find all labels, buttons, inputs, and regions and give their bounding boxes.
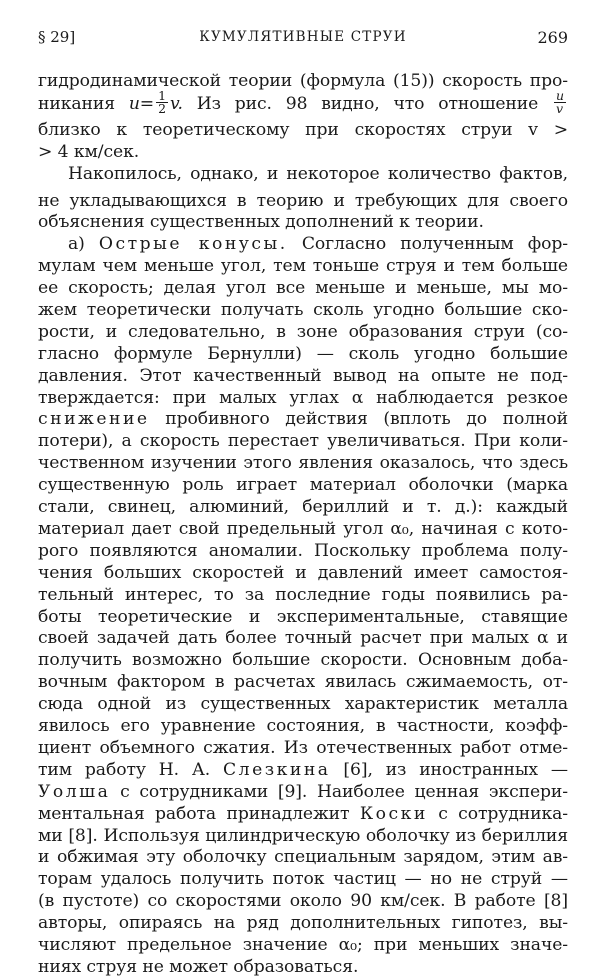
text-line-36: и обжимая эту оболочку специальным зарядом, этим ав- bbox=[38, 847, 568, 867]
text-line-27: получить возможно большие скорости. Основным доба- bbox=[38, 650, 568, 670]
text-line-25: боты теоретические и экспериментальные, ставящие bbox=[38, 607, 568, 627]
line-text: с сотрудниками [9]. Наиболее ценная экспери- bbox=[120, 782, 568, 802]
text-line-22: рого появляются аномалии. Поскольку проблема полу- bbox=[38, 541, 568, 561]
item-marker: а) bbox=[68, 234, 85, 254]
fraction-numerator: 1 bbox=[158, 88, 166, 103]
emphasis-word: снижение bbox=[38, 409, 150, 429]
line-text: тим работу Н. А. bbox=[38, 760, 211, 780]
running-title: КУМУЛЯТИВНЫЕ СТРУИ bbox=[199, 29, 407, 45]
text-line-10: ее скорость; делая угол все меньше и меньше, мы мо- bbox=[38, 278, 568, 298]
item-heading: Острые конусы. bbox=[98, 234, 288, 254]
page-number: 269 bbox=[537, 28, 568, 47]
section-number: § 29] bbox=[38, 28, 76, 46]
text-line-30: явилось его уравнение состояния, в частности, коэфф- bbox=[38, 716, 568, 736]
text-line-28: вочным фактором в расчетах явилась сжимаемость, от- bbox=[38, 672, 568, 692]
page-header bbox=[38, 28, 568, 52]
text-line-26: своей задачей дать более точный расчет при малых α и bbox=[38, 628, 568, 648]
text-line-24: тельный интерес, то за последние годы появились ра- bbox=[38, 585, 568, 605]
text-line-3: близко к теоретическому при скоростях струи v > bbox=[38, 120, 568, 140]
formula-rhs: v. bbox=[169, 94, 183, 114]
text-line-5: Накопилось, однако, и некоторое количество фактов, bbox=[68, 164, 568, 184]
fraction-u-over-v bbox=[554, 90, 566, 115]
formula-lhs: u bbox=[128, 94, 140, 114]
text-line-41: ниях струя не может образоваться. bbox=[38, 957, 359, 977]
formula-prefix: никания bbox=[38, 94, 115, 114]
text-line-20: стали, свинец, алюминий, бериллий и т. д.): каждый bbox=[38, 497, 568, 517]
text-line-9: мулам чем меньше угол, тем тоньше струя и тем больше bbox=[38, 256, 568, 276]
text-line-23: чения больших скоростей и давлений имеет самостоя- bbox=[38, 563, 568, 583]
text-line-2 bbox=[38, 88, 568, 117]
text-line-17: потери), а скорость перестает увеличиваться. При коли- bbox=[38, 431, 568, 451]
fraction-denominator: 2 bbox=[158, 101, 166, 116]
text-line-31: циент объемного сжатия. Из отечественных работ отме- bbox=[38, 738, 568, 758]
text-line-11: жем теоретически получать сколь угодно большие ско- bbox=[38, 300, 568, 320]
line-text: [6], из иностранных — bbox=[343, 760, 568, 780]
ratio-numerator: u bbox=[556, 88, 564, 103]
text-line-19: существенную роль играет материал оболочки (марка bbox=[38, 475, 568, 495]
text-line-7: объяснения существенных дополнений к теории. bbox=[38, 212, 484, 232]
ratio-denominator: v bbox=[556, 101, 564, 116]
text-line-18: чественном изучении этого явления оказалось, что здесь bbox=[38, 453, 568, 473]
text-line-37: торам удалось получить поток частиц — но не струй — bbox=[38, 869, 568, 889]
text-line-14: давления. Этот качественный вывод на опыте не под- bbox=[38, 366, 568, 386]
formula-middle-text: Из рис. 98 видно, что отношение bbox=[196, 94, 539, 114]
text-line-29: сюда одной из существенных характеристик металла bbox=[38, 694, 568, 714]
line-text: пробивного действия (вплоть до полной bbox=[165, 409, 568, 429]
text-line-38: (в пустоте) со скоростями около 90 км/сек. В работе [8] bbox=[38, 891, 568, 911]
text-line-33 bbox=[38, 781, 568, 803]
text-line-32 bbox=[38, 759, 568, 781]
formula-equals: = bbox=[139, 94, 155, 114]
text-line-15: тверждается: при малых углах α наблюдается резкое bbox=[38, 388, 568, 408]
text-line-6: не укладывающихся в теорию и требующих для своего bbox=[38, 191, 568, 211]
line-text: ментальная работа принадлежит bbox=[38, 804, 350, 824]
text-line-16 bbox=[38, 408, 568, 430]
line-text: с сотрудника- bbox=[438, 804, 568, 824]
text-line-40: числяют предельное значение α₀; при меньших значе- bbox=[38, 935, 568, 955]
text-line-35: ми [8]. Используя цилиндрическую оболочку из бериллия bbox=[38, 826, 568, 846]
text-line-13: гласно формуле Бернулли) — сколь угодно большие bbox=[38, 344, 568, 364]
fraction-one-half bbox=[156, 90, 168, 115]
author-name: Уолша bbox=[38, 782, 111, 802]
item-text: Согласно полученным фор- bbox=[301, 234, 568, 254]
text-line-21: материал дает свой предельный угол α₀, начиная с кото- bbox=[38, 519, 568, 539]
text-line-1: гидродинамической теории (формула (15)) скорость про- bbox=[38, 71, 568, 91]
text-line-39: авторы, опираясь на ряд дополнительных гипотез, вы- bbox=[38, 913, 568, 933]
text-line-4: > 4 км/сек. bbox=[38, 142, 140, 162]
author-name: Слезкина bbox=[223, 760, 331, 780]
text-line-12: рости, и следовательно, в зоне образования струи (со- bbox=[38, 322, 568, 342]
text-line-34 bbox=[38, 803, 568, 825]
text-line-8 bbox=[68, 233, 568, 255]
author-name: Коски bbox=[359, 804, 428, 824]
